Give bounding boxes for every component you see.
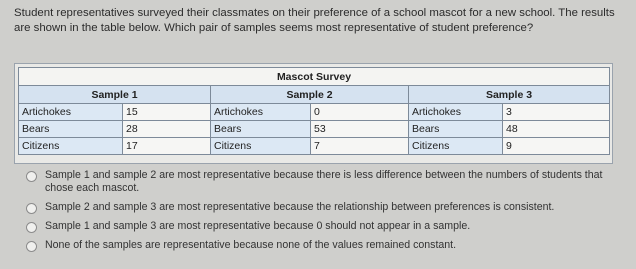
answer-option-1[interactable] xyxy=(26,169,626,195)
cell-value: 17 xyxy=(123,138,211,155)
option-label: Sample 1 and sample 2 are most representative because there is less difference between the numbers of students that chose each mascot. xyxy=(45,169,603,194)
cell-label: Citizens xyxy=(409,138,503,155)
table-row xyxy=(19,104,610,121)
cell-label: Citizens xyxy=(19,138,123,155)
cell-value: 48 xyxy=(503,121,610,138)
mascot-survey-table xyxy=(18,67,610,155)
cell-value: 9 xyxy=(503,138,610,155)
cell-value: 53 xyxy=(311,121,409,138)
cell-value: 15 xyxy=(123,104,211,121)
answer-option-4[interactable] xyxy=(26,239,626,252)
header-sample-1: Sample 1 xyxy=(19,86,211,104)
radio-button[interactable] xyxy=(26,241,37,252)
radio-button[interactable] xyxy=(26,171,37,182)
cell-value: 3 xyxy=(503,104,610,121)
radio-button[interactable] xyxy=(26,203,37,214)
header-sample-3: Sample 3 xyxy=(409,86,610,104)
cell-label: Bears xyxy=(409,121,503,138)
question-text: Student representatives surveyed their classmates on their preference of a school mascot for a new school. The results are shown in the table below. Which pair of samples seems most representative of student preference? xyxy=(14,7,615,34)
survey-table-container xyxy=(14,63,613,164)
answer-option-2[interactable] xyxy=(26,201,626,214)
radio-button[interactable] xyxy=(26,222,37,233)
answer-options xyxy=(26,169,626,258)
cell-value: 0 xyxy=(311,104,409,121)
cell-label: Citizens xyxy=(211,138,311,155)
option-label: Sample 2 and sample 3 are most representative because the relationship between preferences is consistent. xyxy=(45,201,555,213)
cell-label: Bears xyxy=(19,121,123,138)
table-row xyxy=(19,138,610,155)
table-row xyxy=(19,121,610,138)
cell-value: 7 xyxy=(311,138,409,155)
cell-value: 28 xyxy=(123,121,211,138)
answer-option-3[interactable] xyxy=(26,220,626,233)
header-sample-2: Sample 2 xyxy=(211,86,409,104)
cell-label: Artichokes xyxy=(19,104,123,121)
cell-label: Artichokes xyxy=(409,104,503,121)
cell-label: Artichokes xyxy=(211,104,311,121)
option-label: Sample 1 and sample 3 are most representative because 0 should not appear in a sample. xyxy=(45,220,471,232)
cell-label: Bears xyxy=(211,121,311,138)
option-label: None of the samples are representative because none of the values remained constant. xyxy=(45,239,457,251)
table-title: Mascot Survey xyxy=(19,68,610,86)
